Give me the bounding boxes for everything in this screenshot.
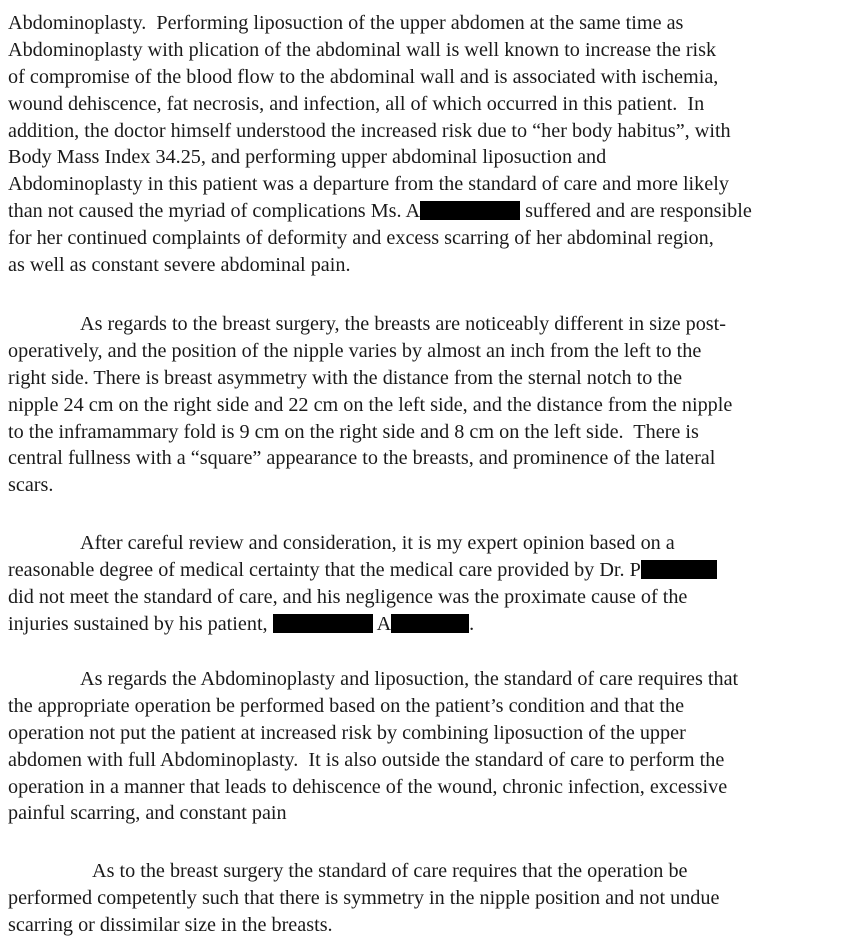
text-segment: . <box>469 612 475 635</box>
paragraph-breast-surgery-findings <box>8 311 846 499</box>
paragraph-abdominoplasty-standard-of-care <box>8 666 846 827</box>
text-segment: than not caused the myriad of complications Ms. A <box>8 200 421 223</box>
text-line: did not meet the standard of care, and his negligence was the proximate cause of the <box>8 585 688 608</box>
redaction-bar <box>641 560 717 579</box>
text-line: painful scarring, and constant pain <box>8 802 287 825</box>
text-line: operatively, and the position of the nipple varies by almost an inch from the left to the <box>8 339 702 362</box>
text-line: for her continued complaints of deformity and excess scarring of her abdominal region, <box>8 227 714 250</box>
text-line: wound dehiscence, fat necrosis, and infection, all of which occurred in this patient. In <box>8 92 705 115</box>
text-segment: injuries sustained by his patient, <box>8 612 273 635</box>
text-line <box>8 198 846 225</box>
redaction-bar <box>273 614 373 633</box>
text-line: As to the breast surgery the standard of care requires that the operation be <box>92 860 688 882</box>
text-line: As regards to the breast surgery, the breasts are noticeably different in size post- <box>80 313 726 335</box>
text-line: right side. There is breast asymmetry with the distance from the sternal notch to the <box>8 366 683 389</box>
text-line: abdomen with full Abdominoplasty. It is also outside the standard of care to perform the <box>8 748 725 771</box>
text-line: operation not put the patient at increased risk by combining liposuction of the upper <box>8 721 686 744</box>
paragraph-expert-opinion <box>8 530 846 638</box>
text-line: operation in a manner that leads to dehiscence of the wound, chronic infection, excessive <box>8 775 728 798</box>
text-line: Body Mass Index 34.25, and performing upper abdominal liposuction and <box>8 146 607 169</box>
text-line: As regards the Abdominoplasty and liposuction, the standard of care requires that <box>80 668 739 690</box>
paragraph-breast-standard-of-care <box>8 858 846 939</box>
text-line: Abdominoplasty with plication of the abdominal wall is well known to increase the risk <box>8 38 717 61</box>
text-line: After careful review and consideration, it is my expert opinion based on a <box>80 532 675 554</box>
text-line: scarring or dissimilar size in the breasts. <box>8 913 333 936</box>
text-line: to the inframammary fold is 9 cm on the right side and 8 cm on the left side. There is <box>8 420 699 443</box>
redaction-bar <box>420 201 520 220</box>
text-segment: suffered and are responsible <box>520 200 752 223</box>
text-line <box>8 557 846 584</box>
redaction-bar <box>391 614 469 633</box>
text-line: addition, the doctor himself understood the increased risk due to “her body habitus”, with <box>8 119 731 142</box>
text-line: of compromise of the blood flow to the abdominal wall and is associated with ischemia, <box>8 65 719 88</box>
text-segment: reasonable degree of medical certainty that the medical care provided by Dr. P <box>8 558 641 581</box>
paragraph-abdominoplasty-risk <box>8 10 846 279</box>
text-segment: A <box>372 612 392 635</box>
text-line <box>8 611 846 638</box>
text-line: central fullness with a “square” appearance to the breasts, and prominence of the lateral <box>8 447 716 470</box>
text-line: nipple 24 cm on the right side and 22 cm on the left side, and the distance from the nipple <box>8 393 733 416</box>
text-line: scars. <box>8 474 54 497</box>
text-line: the appropriate operation be performed based on the patient’s condition and that the <box>8 694 685 717</box>
text-line: performed competently such that there is symmetry in the nipple position and not undue <box>8 886 720 909</box>
text-line: Abdominoplasty in this patient was a departure from the standard of care and more likely <box>8 173 729 196</box>
text-line: Abdominoplasty. Performing liposuction of the upper abdomen at the same time as <box>8 12 684 34</box>
text-line: as well as constant severe abdominal pain. <box>8 254 351 277</box>
